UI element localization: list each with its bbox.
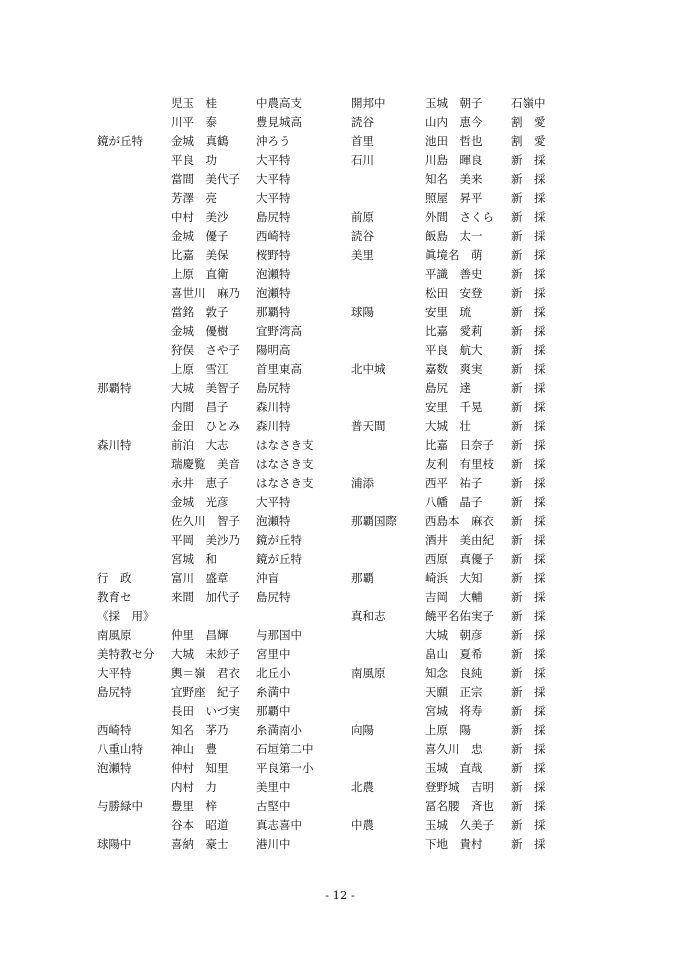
list-row xyxy=(0,474,680,493)
name-cell: 平岡 美沙乃 xyxy=(171,533,240,547)
name-cell-right: 玉城 久美子 xyxy=(425,818,494,832)
name-cell-right: 崎浜 大知 xyxy=(425,571,483,585)
list-row xyxy=(0,455,680,474)
destination-cell-right: 新 採 xyxy=(511,400,546,414)
destination-cell-right: 新 採 xyxy=(511,248,546,262)
school-cell-right: 読谷 xyxy=(351,115,374,129)
name-cell: 上原 雪江 xyxy=(171,362,229,376)
destination-cell: 泡瀬特 xyxy=(256,514,291,528)
school-cell-right: 南風原 xyxy=(351,666,386,680)
destination-cell-right: 新 採 xyxy=(511,343,546,357)
list-row xyxy=(0,132,680,151)
list-row xyxy=(0,360,680,379)
school-cell: 美特教セ分 xyxy=(97,647,155,661)
name-cell: 喜世川 麻乃 xyxy=(171,286,240,300)
name-cell-right: 比嘉 日奈子 xyxy=(425,438,494,452)
name-cell-right: 知名 美来 xyxy=(425,172,483,186)
destination-cell-right: 新 採 xyxy=(511,666,546,680)
list-row xyxy=(0,113,680,132)
list-row xyxy=(0,398,680,417)
destination-cell-right: 新 採 xyxy=(511,761,546,775)
name-cell-right: 玉城 朝子 xyxy=(425,96,483,110)
school-cell: 教育セ xyxy=(97,590,132,604)
destination-cell-right: 新 採 xyxy=(511,267,546,281)
destination-cell-right: 新 採 xyxy=(511,172,546,186)
list-row xyxy=(0,664,680,683)
name-cell: 瑞慶覧 美音 xyxy=(171,457,240,471)
destination-cell-right: 新 採 xyxy=(511,191,546,205)
list-row xyxy=(0,816,680,835)
school-cell: 森川特 xyxy=(97,438,132,452)
school-cell: 八重山特 xyxy=(97,742,143,756)
school-cell: 大平特 xyxy=(97,666,132,680)
destination-cell: 島尻特 xyxy=(256,590,291,604)
school-cell-right: 那覇国際 xyxy=(351,514,397,528)
list-row xyxy=(0,303,680,322)
school-cell-right: 開邦中 xyxy=(351,96,386,110)
destination-cell: 陽明高 xyxy=(256,343,291,357)
name-cell: 輿＝嶺 君衣 xyxy=(171,666,240,680)
school-cell: 南風原 xyxy=(97,628,132,642)
name-cell: 豊里 梓 xyxy=(171,799,217,813)
school-cell: 島尻特 xyxy=(97,685,132,699)
destination-cell: 西崎特 xyxy=(256,229,291,243)
destination-cell: 美里中 xyxy=(256,780,291,794)
name-cell: 金城 優樹 xyxy=(171,324,229,338)
school-cell-right: 石川 xyxy=(351,153,374,167)
destination-cell: はなさき支 xyxy=(256,476,314,490)
list-row xyxy=(0,778,680,797)
school-cell: 鏡が丘特 xyxy=(97,134,143,148)
destination-cell-right: 新 採 xyxy=(511,229,546,243)
destination-cell: 大平特 xyxy=(256,495,291,509)
name-cell-right: 西平 祐子 xyxy=(425,476,483,490)
list-row xyxy=(0,94,680,113)
destination-cell-right: 新 採 xyxy=(511,286,546,300)
destination-cell: 鏡が丘特 xyxy=(256,552,302,566)
list-row xyxy=(0,284,680,303)
list-row xyxy=(0,759,680,778)
school-cell-right: 前原 xyxy=(351,210,374,224)
destination-cell: 平良第一小 xyxy=(256,761,314,775)
destination-cell-right: 新 採 xyxy=(511,780,546,794)
name-cell-right: 平良 航大 xyxy=(425,343,483,357)
destination-cell-right: 新 採 xyxy=(511,210,546,224)
list-row xyxy=(0,645,680,664)
name-cell-right: 照屋 昇平 xyxy=(425,191,483,205)
destination-cell: 宜野湾高 xyxy=(256,324,302,338)
name-cell-right: 酒井 美由紀 xyxy=(425,533,494,547)
list-row xyxy=(0,702,680,721)
destination-cell: 真志喜中 xyxy=(256,818,302,832)
name-cell: 富川 盛章 xyxy=(171,571,229,585)
destination-cell: はなさき支 xyxy=(256,438,314,452)
destination-cell-right: 新 採 xyxy=(511,837,546,851)
destination-cell-right: 新 採 xyxy=(511,704,546,718)
list-row xyxy=(0,588,680,607)
school-cell-right: 真和志 xyxy=(351,609,386,623)
name-cell: 川平 泰 xyxy=(171,115,217,129)
name-cell-right: 天願 正宗 xyxy=(425,685,483,699)
name-cell-right: 大城 朝彦 xyxy=(425,628,483,642)
destination-cell-right: 新 採 xyxy=(511,685,546,699)
name-cell-right: 飯島 太一 xyxy=(425,229,483,243)
destination-cell-right: 新 採 xyxy=(511,324,546,338)
name-cell: 佐久川 智子 xyxy=(171,514,240,528)
name-cell: 當間 美代子 xyxy=(171,172,240,186)
list-row xyxy=(0,531,680,550)
destination-cell-right: 新 採 xyxy=(511,457,546,471)
destination-cell: 与那国中 xyxy=(256,628,302,642)
name-cell-right: 安里 千晃 xyxy=(425,400,483,414)
name-cell: 神山 豊 xyxy=(171,742,217,756)
list-row xyxy=(0,341,680,360)
name-cell-right: 上原 陽 xyxy=(425,723,471,737)
destination-cell: 宮里中 xyxy=(256,647,291,661)
list-row xyxy=(0,683,680,702)
list-row xyxy=(0,322,680,341)
list-row xyxy=(0,189,680,208)
personnel-list xyxy=(0,94,680,854)
school-cell: 西崎特 xyxy=(97,723,132,737)
destination-cell: 港川中 xyxy=(256,837,291,851)
name-cell: 谷本 昭道 xyxy=(171,818,229,832)
destination-cell-right: 新 採 xyxy=(511,590,546,604)
name-cell: 内村 力 xyxy=(171,780,217,794)
list-row xyxy=(0,208,680,227)
school-cell: 那覇特 xyxy=(97,381,132,395)
name-cell: 金田 ひとみ xyxy=(171,419,240,433)
name-cell-right: 玉城 直哉 xyxy=(425,761,483,775)
name-cell: 内間 昌子 xyxy=(171,400,229,414)
name-cell-right: 下地 貴村 xyxy=(425,837,483,851)
destination-cell: 桜野特 xyxy=(256,248,291,262)
destination-cell: 沖盲 xyxy=(256,571,279,585)
name-cell: 狩俣 さや子 xyxy=(171,343,240,357)
destination-cell: 豊見城高 xyxy=(256,115,302,129)
destination-cell-right: 新 採 xyxy=(511,628,546,642)
name-cell: 芳澤 亮 xyxy=(171,191,217,205)
destination-cell-right: 新 採 xyxy=(511,571,546,585)
name-cell-right: 大城 壮 xyxy=(425,419,471,433)
name-cell-right: 畠山 夏希 xyxy=(425,647,483,661)
list-row xyxy=(0,512,680,531)
destination-cell-right: 新 採 xyxy=(511,438,546,452)
name-cell-right: 西島本 麻衣 xyxy=(425,514,494,528)
destination-cell-right: 新 採 xyxy=(511,533,546,547)
name-cell-right: 松田 安登 xyxy=(425,286,483,300)
destination-cell-right: 新 採 xyxy=(511,552,546,566)
name-cell: 當銘 敦子 xyxy=(171,305,229,319)
destination-cell: 泡瀬特 xyxy=(256,267,291,281)
list-row xyxy=(0,569,680,588)
school-cell: 球陽中 xyxy=(97,837,132,851)
destination-cell-right: 新 採 xyxy=(511,647,546,661)
name-cell-right: 八幡 晶子 xyxy=(425,495,483,509)
name-cell-right: 眞境名 萌 xyxy=(425,248,483,262)
destination-cell-right: 新 採 xyxy=(511,419,546,433)
name-cell-right: 友利 有里枝 xyxy=(425,457,494,471)
name-cell-right: 嘉数 爽実 xyxy=(425,362,483,376)
name-cell: 前泊 大志 xyxy=(171,438,229,452)
destination-cell-right: 新 採 xyxy=(511,495,546,509)
list-row xyxy=(0,626,680,645)
destination-cell: 糸満南小 xyxy=(256,723,302,737)
school-cell-right: 浦添 xyxy=(351,476,374,490)
destination-cell-right: 新 採 xyxy=(511,153,546,167)
name-cell-right: 登野城 吉明 xyxy=(425,780,494,794)
list-row xyxy=(0,265,680,284)
destination-cell-right: 割 愛 xyxy=(511,134,546,148)
name-cell: 比嘉 美保 xyxy=(171,248,229,262)
destination-cell: 中農高支 xyxy=(256,96,302,110)
destination-cell: 那覇特 xyxy=(256,305,291,319)
list-row xyxy=(0,379,680,398)
name-cell: 児玉 桂 xyxy=(171,96,217,110)
name-cell: 来間 加代子 xyxy=(171,590,240,604)
list-row xyxy=(0,740,680,759)
name-cell-right: 喜久川 忠 xyxy=(425,742,483,756)
school-cell: 泡瀬特 xyxy=(97,761,132,775)
list-row xyxy=(0,797,680,816)
list-row xyxy=(0,227,680,246)
school-cell-right: 北中城 xyxy=(351,362,386,376)
destination-cell-right: 新 採 xyxy=(511,818,546,832)
list-row xyxy=(0,436,680,455)
list-row xyxy=(0,170,680,189)
list-row xyxy=(0,721,680,740)
destination-cell-right: 新 採 xyxy=(511,362,546,376)
name-cell-right: 島尻 達 xyxy=(425,381,471,395)
name-cell-right: 冨名腰 斉也 xyxy=(425,799,494,813)
name-cell: 金城 光彦 xyxy=(171,495,229,509)
name-cell: 喜納 豪士 xyxy=(171,837,229,851)
school-cell-right: 美里 xyxy=(351,248,374,262)
school-cell-right: 球陽 xyxy=(351,305,374,319)
destination-cell: 島尻特 xyxy=(256,381,291,395)
destination-cell-right: 新 採 xyxy=(511,609,546,623)
destination-cell-right: 割 愛 xyxy=(511,115,546,129)
destination-cell-right: 新 採 xyxy=(511,723,546,737)
name-cell-right: 川島 暉良 xyxy=(425,153,483,167)
name-cell: 仲村 知里 xyxy=(171,761,229,775)
destination-cell-right: 新 採 xyxy=(511,476,546,490)
school-cell-right: 向陽 xyxy=(351,723,374,737)
school-cell: 与勝緑中 xyxy=(97,799,143,813)
destination-cell: 泡瀬特 xyxy=(256,286,291,300)
name-cell: 宮城 和 xyxy=(171,552,217,566)
school-cell: 《採 用》 xyxy=(97,609,155,623)
name-cell: 大城 未紗子 xyxy=(171,647,240,661)
name-cell-right: 吉岡 大輔 xyxy=(425,590,483,604)
name-cell: 金城 優子 xyxy=(171,229,229,243)
name-cell-right: 平識 善史 xyxy=(425,267,483,281)
school-cell-right: 首里 xyxy=(351,134,374,148)
destination-cell: 島尻特 xyxy=(256,210,291,224)
destination-cell: はなさき支 xyxy=(256,457,314,471)
destination-cell: 石垣第二中 xyxy=(256,742,314,756)
name-cell-right: 饒平名佑実子 xyxy=(425,609,494,623)
destination-cell: 沖ろう xyxy=(256,134,291,148)
list-row xyxy=(0,550,680,569)
name-cell: 永井 恵子 xyxy=(171,476,229,490)
name-cell-right: 山内 恵今 xyxy=(425,115,483,129)
name-cell-right: 池田 哲也 xyxy=(425,134,483,148)
name-cell: 金城 真鶴 xyxy=(171,134,229,148)
name-cell: 宜野座 紀子 xyxy=(171,685,240,699)
destination-cell-right: 新 採 xyxy=(511,514,546,528)
school-cell-right: 那覇 xyxy=(351,571,374,585)
destination-cell: 大平特 xyxy=(256,153,291,167)
destination-cell: 大平特 xyxy=(256,172,291,186)
name-cell-right: 知念 良純 xyxy=(425,666,483,680)
destination-cell: 首里東高 xyxy=(256,362,302,376)
destination-cell: 北丘小 xyxy=(256,666,291,680)
destination-cell: 鏡が丘特 xyxy=(256,533,302,547)
destination-cell: 大平特 xyxy=(256,191,291,205)
name-cell-right: 宮城 将寿 xyxy=(425,704,483,718)
destination-cell-right: 新 採 xyxy=(511,799,546,813)
name-cell: 上原 直衛 xyxy=(171,267,229,281)
destination-cell-right: 新 採 xyxy=(511,742,546,756)
list-row xyxy=(0,151,680,170)
school-cell-right: 中農 xyxy=(351,818,374,832)
destination-cell: 糸満中 xyxy=(256,685,291,699)
name-cell: 平良 功 xyxy=(171,153,217,167)
destination-cell-right: 新 採 xyxy=(511,381,546,395)
school-cell-right: 読谷 xyxy=(351,229,374,243)
page-number: - 12 - xyxy=(325,888,355,902)
name-cell: 中村 美沙 xyxy=(171,210,229,224)
name-cell-right: 西原 真優子 xyxy=(425,552,494,566)
list-row xyxy=(0,607,680,626)
name-cell: 知名 茅乃 xyxy=(171,723,229,737)
name-cell: 大城 美智子 xyxy=(171,381,240,395)
name-cell: 仲里 昌輝 xyxy=(171,628,229,642)
destination-cell: 森川特 xyxy=(256,419,291,433)
list-row xyxy=(0,417,680,436)
destination-cell: 古堅中 xyxy=(256,799,291,813)
list-row xyxy=(0,246,680,265)
school-cell-right: 普天間 xyxy=(351,419,386,433)
list-row xyxy=(0,493,680,512)
name-cell-right: 外間 さくら xyxy=(425,210,494,224)
school-cell-right: 北農 xyxy=(351,780,374,794)
name-cell-right: 比嘉 愛莉 xyxy=(425,324,483,338)
school-cell: 行 政 xyxy=(97,571,132,585)
name-cell: 長田 いづ実 xyxy=(171,704,240,718)
destination-cell: 森川特 xyxy=(256,400,291,414)
destination-cell-right: 新 採 xyxy=(511,305,546,319)
name-cell-right: 安里 琉 xyxy=(425,305,471,319)
list-row xyxy=(0,835,680,854)
destination-cell-right: 石嶺中 xyxy=(511,96,546,110)
destination-cell: 那覇中 xyxy=(256,704,291,718)
